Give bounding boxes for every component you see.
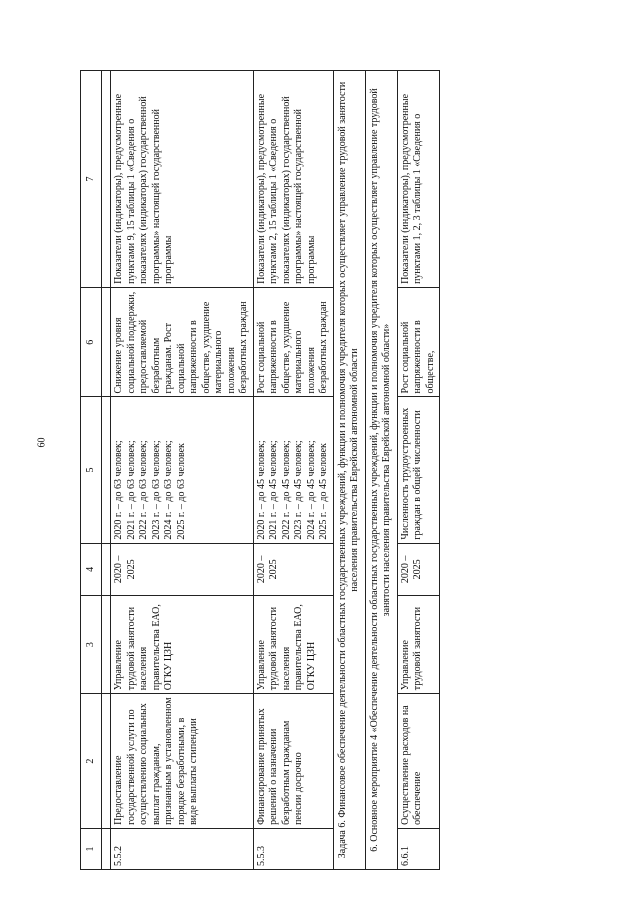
result-line: 2022 г. – до 45 человек;	[280, 440, 292, 540]
period: 2020 – 2025	[397, 543, 440, 596]
col-header-5: 5	[81, 397, 102, 543]
col-header-4: 4	[81, 543, 102, 596]
measure-name: Финансирование принятых решений о назначении безработным гражданам пенсии досрочно	[253, 694, 333, 829]
program-measures-table	[80, 70, 440, 870]
period: 2020 – 2025	[111, 543, 254, 596]
risk-consequences: Снижение уровня социальной поддержки, предоставляемой безработным гражданам. Рост социальной напряженности в обществе, ухудшение материального положения безработных граждан	[111, 287, 254, 397]
result-line: 2022 г. – до 63 человек;	[138, 440, 149, 540]
result-line: 2021 г. – до 45 человек;	[268, 440, 279, 540]
table-row	[397, 71, 440, 870]
result-line: 2024 г. – до 63 человек;	[163, 440, 174, 540]
measure-name: Осуществление расходов на обеспечение	[397, 694, 440, 829]
col-header-7: 7	[81, 71, 102, 288]
row-number: 5.5.2	[111, 828, 254, 869]
risk-consequences: Рост социальной напряженности в обществе,	[397, 287, 440, 397]
measure-name: Предоставление государственной услуги по осуществлению социальных выплат гражданам, признанным в установленном порядке безработными, в виде выплаты стипендии	[111, 694, 254, 829]
result-line: 2025 г. – до 63 человек	[175, 443, 187, 540]
row-number: 5.5.3	[253, 828, 333, 869]
table-row	[253, 71, 333, 870]
result-line: 2023 г. – до 63 человек;	[150, 440, 162, 540]
col-header-3: 3	[81, 596, 102, 694]
indicators-link: Показатели (индикаторы), предусмотренные пунктами 9, 15 таблицы 1 «Сведения о показателях (индикаторах) государственной программы» настоящей государственной программы	[111, 71, 254, 288]
result-line: 2020 г. – до 45 человек;	[255, 440, 267, 540]
col-header-1: 1	[81, 828, 102, 869]
expected-result	[253, 397, 333, 543]
expected-result	[111, 397, 254, 543]
period: 2020 – 2025	[253, 543, 333, 596]
result-line: 2023 г. – до 45 человек;	[293, 440, 304, 540]
task-heading: Задача 6. Финансовое обеспечение деятельности областных государственных учреждений, функции и полномочия учредителя которых осуществляет управление трудовой занятости населения правительства Еврейской автономной области	[333, 71, 365, 870]
task-row	[333, 71, 365, 870]
row-number: 6.6.1	[397, 828, 440, 869]
indicators-link: Показатели (индикаторы), предусмотренные пунктами 1, 2, 3 таблицы 1 «Сведения о	[397, 71, 440, 288]
col-header-6: 6	[81, 287, 102, 397]
main-measure-heading: 6. Основное мероприятие 4 «Обеспечение деятельности областных государственных учреждений, функции и полномочия учредителя которых осуществляет управление трудовой занятости населения правительства Еврейской автономной области»	[365, 71, 397, 870]
result-line: 2024 г. – до 45 человек;	[305, 440, 317, 540]
result-line: 2021 г. – до 63 человек;	[125, 440, 137, 540]
page-number: 60	[36, 437, 48, 448]
result-line: 2025 г. – до 45 человек	[318, 443, 329, 540]
executor: Управление трудовой занятости населения правительства ЕАО, ОГКУ ЦЗН	[111, 596, 254, 694]
col-header-2: 2	[81, 694, 102, 829]
result-line: 2020 г. – до 63 человек;	[113, 440, 124, 540]
rotated-table-frame	[80, 70, 600, 870]
executor: Управление трудовой занятости населения правительства ЕАО, ОГКУ ЦЗН	[253, 596, 333, 694]
indicators-link: Показатели (индикаторы), предусмотренные пунктами 2, 15 таблицы 1 «Сведения о показателях (индикаторах) государственной программы» настоящей государственной программы	[253, 71, 333, 288]
table-row	[111, 71, 254, 870]
measure-row	[365, 71, 397, 870]
executor: Управление трудовой занятости	[397, 596, 440, 694]
spacer-row	[102, 71, 111, 870]
header-row	[81, 71, 102, 870]
expected-result: Численность трудоустроенных граждан в общей численности	[397, 397, 440, 543]
risk-consequences: Рост социальной напряженности в обществе, ухудшение материального положения безработных граждан	[253, 287, 333, 397]
